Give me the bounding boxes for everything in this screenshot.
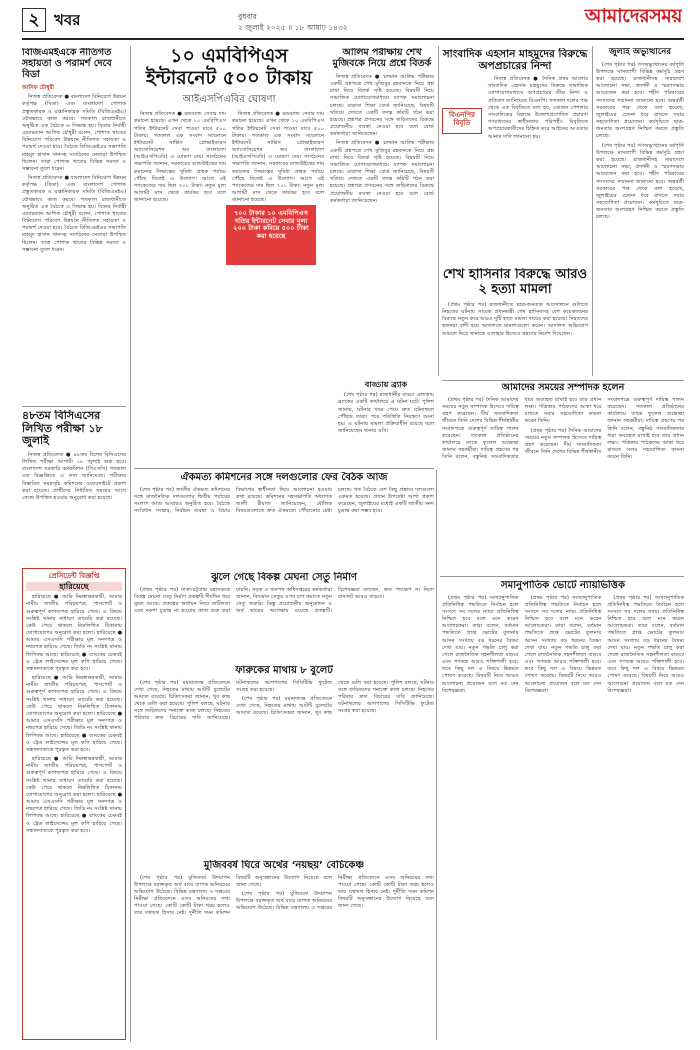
classified-ads <box>22 568 126 1040</box>
ads-subtitle: হারিয়েছে <box>26 582 122 591</box>
story-bullet <box>134 665 434 855</box>
ehsan-headline: সাংবাদিক এহসান মাহমুদের বিরুদ্ধে অপপ্রচারের নিন্দা <box>442 48 588 73</box>
baddha-body: (শেষ পৃষ্ঠার পর) রাজধানীর বাড্ডা এলাকায় ব্র্যাকের একটি কার্যালয়ে এ ঘটনা ঘটে। পুলিশ জানায়, ঘটনার খবর পেয়ে দ্রুত ঘটনাস্থলে পৌঁছায় তারা। পরে পরিস্থিতি নিয়ন্ত্রণে আনা হয়। এ ঘটনায় মামলা প্রক্রিয়াধীন রয়েছে বলে জানিয়েছেন থানার ওসি। <box>338 392 434 435</box>
bgmea-body-cont: নিজস্ব প্রতিবেদক ● বাংলাদেশ বিনিয়োগ উন্নয়ন কর্তৃপক্ষ (বিডা) এবং বাংলাদেশ পোশাক প্রস্তুতকারক ও রপ্তানিকারক সমিতি (বিজিএমইএ) যৌথভাবে কাজ করবে। গতকাল রাজধানীতে অনুষ্ঠিত এক বৈঠকে এ সিদ্ধান্ত হয়। বিডার নির্বাহী চেয়ারম্যান আশিক চৌধুরী বলেন, পোশাক খাতের বিনিয়োগ পরিবেশ উন্নয়নে নীতিগত সহায়তা ও পরামর্শ দেওয়া হবে। বৈঠকে বিজিএমইএর সভাপতি মাহমুদ হাসান খানসহ সংগঠনের নেতারা উপস্থিত ছিলেন। তারা পোশাক খাতের বিভিন্ন সমস্যা ও সম্ভাবনা তুলে ধরেন। <box>22 175 126 253</box>
hasina-body: (প্রথম পৃষ্ঠার পর) রাজধানীতে ছাত্র-জনতার আন্দোলনে গুলিতে নিহতের ঘটনায় সাবেক প্রধানমন্ত্রী শেখ হাসিনাসহ বেশ কয়েকজনের বিরুদ্ধে নতুন করে আরও দুটি হত্যা মামলা দায়ের করা হয়েছে। নিহতদের স্বজনরা বাদী হয়ে আদালতে মামলাগুলো করেন। আদালত অভিযোগ আমলে নিয়ে থানাকে এজাহার হিসেবে গ্রহণের নির্দেশ দিয়েছেন। <box>442 301 588 337</box>
column-divider <box>130 46 131 1042</box>
section-name: খবর <box>54 11 81 29</box>
divider <box>22 406 126 407</box>
bullet-headline: ফারুকের মাথায় ৮ বুলেট <box>235 665 333 676</box>
header-day: বুধবার <box>238 12 257 21</box>
story-july <box>596 48 684 373</box>
divider <box>440 576 684 577</box>
ehsan-body: নিজস্ব প্রতিবেদক ● দৈনিক প্রথম আলোর সাংবাদিক এহসান মাহমুদের বিরুদ্ধে সামাজিক যোগাযোগমাধ্যমে অপপ্রচারের তীব্র নিন্দা ও প্রতিবাদ জানিয়েছে বিএনপি। গতকাল দলের পক্ষ থেকে এক বিবৃতিতে বলা হয়, একজন পেশাদার সাংবাদিকের বিরুদ্ধে উদ্দেশ্যপ্রণোদিত প্রচারণা গণমাধ্যমের স্বাধীনতার পরিপন্থী। বিবৃতিতে অপপ্রচারকারীদের চিহ্নিত করে আইনের আওতায় আনার দাবি জানানো হয়। <box>488 76 588 140</box>
editor-headline: আমাদের সময়ের সম্পাদক হলেন <box>501 383 625 393</box>
story-hasina <box>442 268 588 376</box>
alim-headline: আলিম পরীক্ষায় শেখ মুজিবকে নিয়ে প্রশ্নে বিতর্ক <box>332 48 432 69</box>
mujib-body: (শেষ পৃষ্ঠার পর) মুজিববর্ষ উদযাপন উপলক্ষে বরাদ্দকৃত অর্থ ব্যয়ে ব্যাপক অনিয়মের অভিযোগ উঠেছে। বিভিন্ন মন্ত্রণালয় ও দপ্তরের নিরীক্ষা প্রতিবেদনে এসব অনিয়মের তথ্য পাওয়া গেছে। কোটি কোটি টাকা খরচ হলেও তার যথাযথ হিসাব নেই। দুর্নীতি দমন কমিশন বিষয়টি অনুসন্ধানের উদ্যোগ নিয়েছে বলে জানা গেছে। (শেষ পৃষ্ঠার পর) মুজিববর্ষ উদযাপন উপলক্ষে বরাদ্দকৃত অর্থ ব্যয়ে ব্যাপক অনিয়মের অভিযোগ উঠেছে। বিভিন্ন মন্ত্রণালয় ও দপ্তরের নিরীক্ষা প্রতিবেদনে এসব অনিয়মের তথ্য পাওয়া গেছে। কোটি কোটি টাকা খরচ হলেও তার যথাযথ হিসাব নেই। দুর্নীতি দমন কমিশন বিষয়টি অনুসন্ধানের উদ্যোগ নিয়েছে বলে জানা গেছে। <box>134 874 434 917</box>
hasina-headline: শেখ হাসিনার বিরুদ্ধে আরও ২ হত্যা মামলা <box>442 268 588 297</box>
column-divider <box>436 470 437 1040</box>
mujib-headline: মুজিববর্ষ ঘিরে অর্থের ‘নয়ছয়’ বেচিকেঞ্চ <box>203 860 365 871</box>
story-meghna <box>134 572 434 660</box>
july-headline: জুলাই অভ্যুত্থানের <box>608 48 672 57</box>
alim-body: নিজস্ব প্রতিবেদক ● চলমান আলিম পরীক্ষার একটি প্রশ্নপত্রে শেখ মুজিবুর রহমানকে নিয়ে প্রশ্ন রাখা নিয়ে বিতর্ক সৃষ্টি হয়েছে। বিষয়টি নিয়ে সামাজিক যোগাযোগমাধ্যমে ব্যাপক সমালোচনা চলছে। মাদ্রাসা শিক্ষা বোর্ড জানিয়েছে, বিষয়টি খতিয়ে দেখতে একটি তদন্ত কমিটি গঠন করা হয়েছে। প্রশ্নপত্র প্রণয়নের সঙ্গে জড়িতদের বিরুদ্ধে প্রয়োজনীয় ব্যবস্থা নেওয়া হবে বলে বোর্ড কর্মকর্তারা জানিয়েছেন। নিজস্ব প্রতিবেদক ● চলমান আলিম পরীক্ষার একটি প্রশ্নপত্রে শেখ মুজিবুর রহমানকে নিয়ে প্রশ্ন রাখা নিয়ে বিতর্ক সৃষ্টি হয়েছে। বিষয়টি নিয়ে সামাজিক যোগাযোগমাধ্যমে ব্যাপক সমালোচনা চলছে। মাদ্রাসা শিক্ষা বোর্ড জানিয়েছে, বিষয়টি খতিয়ে দেখতে একটি তদন্ত কমিটি গঠন করা হয়েছে। প্রশ্নপত্র প্রণয়নের সঙ্গে জড়িতদের বিরুদ্ধে প্রয়োজনীয় ব্যবস্থা নেওয়া হবে বলে বোর্ড কর্মকর্তারা জানিয়েছেন। <box>330 73 434 204</box>
column-divider <box>592 46 593 376</box>
story-baddha <box>338 380 434 465</box>
consensus-body: (শেষ পৃষ্ঠার পর) জাতীয় ঐকমত্য কমিশনের সঙ্গে রাজনৈতিক দলগুলোর দ্বিতীয় পর্যায়ের সংলাপ আজ আবারও অনুষ্ঠিত হবে। বৈঠকে সংবিধান সংস্কার, নির্বাচন ব্যবস্থা ও বিচার বিভাগের স্বাধীনতা নিয়ে আলোচনা হওয়ার কথা রয়েছে। কমিশনের সহসভাপতি অধ্যাপক আলী রীয়াজ জানিয়েছেন, মৌলিক বিষয়গুলোতে দ্রুত ঐকমত্যে পৌঁছানোর চেষ্টা চলছে। গত বৈঠকে বেশ কিছু প্রস্তাবে দলগুলো একমত হয়েছে। প্রধান উপদেষ্টা আশা প্রকাশ করেছেন, জুলাইয়ের মধ্যেই একটি জাতীয় সনদ চূড়ান্ত করা সম্ভব হবে। <box>134 486 434 515</box>
header-rule <box>22 38 684 40</box>
internet-body: নিজস্ব প্রতিবেদক ● ব্রডব্যান্ড সেবার দাম কমানো হয়েছে। এখন থেকে ১০ এমবিপিএস গতির ইন্টারনেট সেবা পাওয়া যাবে ৫০০ টাকায়। গতকাল এক সংবাদ সম্মেলনে ইন্টারনেট সার্ভিস প্রোভাইডারস অ্যাসোসিয়েশন অব বাংলাদেশ (আইএসপিএবি) এ ঘোষণা দেয়। সংগঠনের সভাপতি জানান, সরকারের ব্যান্ডউইথের দাম কমানোর সিদ্ধান্তের সুবিধা গ্রাহক পর্যায়ে পৌঁছে দিতেই এ উদ্যোগ। আগে এই প্যাকেজের দাম ছিল ৭০০ টাকা। নতুন মূল্য আগামী মাস থেকে কার্যকর হবে বলে জানানো হয়েছে। নিজস্ব প্রতিবেদক ● ব্রডব্যান্ড সেবার দাম কমানো হয়েছে। এখন থেকে ১০ এমবিপিএস গতির ইন্টারনেট সেবা পাওয়া যাবে ৫০০ টাকায়। গতকাল এক সংবাদ সম্মেলনে ইন্টারনেট সার্ভিস প্রোভাইডারস অ্যাসোসিয়েশন অব বাংলাদেশ (আইএসপিএবি) এ ঘোষণা দেয়। সংগঠনের সভাপতি জানান, সরকারের ব্যান্ডউইথের দাম কমানোর সিদ্ধান্তের সুবিধা গ্রাহক পর্যায়ে পৌঁছে দিতেই এ উদ্যোগ। আগে এই প্যাকেজের দাম ছিল ৭০০ টাকা। নতুন মূল্য আগামী মাস থেকে কার্যকর হবে বলে জানানো হয়েছে। <box>134 111 324 204</box>
story-consensus <box>134 472 434 567</box>
ads-body: হারিয়েছে ● আমি নিম্নস্বাক্ষরকারী, আমার নামীয় জাতীয় পরিচয়পত্র, পাসপোর্ট ও গুরুত্বপূর্ণ কাগজপত্র হারিয়ে গেছে। এ বিষয়ে সংশ্লিষ্ট থানায় সাধারণ ডায়েরি করা হয়েছে। কেউ পেয়ে থাকলে নিম্নলিখিত ঠিকানায় যোগাযোগের অনুরোধ করা হলো। হারিয়েছে ● আমার এসএসসি পরীক্ষার মূল সনদপত্র ও নম্বরপত্র হারিয়ে গেছে। জিডি নং সংশ্লিষ্ট থানায় লিপিবদ্ধ আছে। হারিয়েছে ● ব্যাংকের চেকবই ও ট্রেড লাইসেন্সের মূল কপি হারিয়ে গেছে। সন্ধানদাতাকে পুরস্কৃত করা হবে। হারিয়েছে ● আমি নিম্নস্বাক্ষরকারী, আমার নামীয় জাতীয় পরিচয়পত্র, পাসপোর্ট ও গুরুত্বপূর্ণ কাগজপত্র হারিয়ে গেছে। এ বিষয়ে সংশ্লিষ্ট থানায় সাধারণ ডায়েরি করা হয়েছে। কেউ পেয়ে থাকলে নিম্নলিখিত ঠিকানায় যোগাযোগের অনুরোধ করা হলো। হারিয়েছে ● আমার এসএসসি পরীক্ষার মূল সনদপত্র ও নম্বরপত্র হারিয়ে গেছে। জিডি নং সংশ্লিষ্ট থানায় লিপিবদ্ধ আছে। হারিয়েছে ● ব্যাংকের চেকবই ও ট্রেড লাইসেন্সের মূল কপি হারিয়ে গেছে। সন্ধানদাতাকে পুরস্কৃত করা হবে। হারিয়েছে ● আমি নিম্নস্বাক্ষরকারী, আমার নামীয় জাতীয় পরিচয়পত্র, পাসপোর্ট ও গুরুত্বপূর্ণ কাগজপত্র হারিয়ে গেছে। এ বিষয়ে সংশ্লিষ্ট থানায় সাধারণ ডায়েরি করা হয়েছে। কেউ পেয়ে থাকলে নিম্নলিখিত ঠিকানায় যোগাযোগের অনুরোধ করা হলো। হারিয়েছে ● আমার এসএসসি পরীক্ষার মূল সনদপত্র ও নম্বরপত্র হারিয়ে গেছে। জিডি নং সংশ্লিষ্ট থানায় লিপিবদ্ধ আছে। হারিয়েছে ● ব্যাংকের চেকবই ও ট্রেড লাইসেন্সের মূল কপি হারিয়ে গেছে। সন্ধানদাতাকে পুরস্কৃত করা হবে। <box>26 594 122 834</box>
page-number-box <box>22 8 46 32</box>
bgmea-headline: বিজিএমইএকে নীতিগত সহায়তা ও পরামর্শ দেবে বিডা <box>22 48 112 80</box>
story-bcs <box>22 410 126 560</box>
divider <box>134 468 434 469</box>
column-divider <box>438 46 439 376</box>
story-editor <box>442 383 684 573</box>
masthead-logo: আমাদেরসময় <box>584 5 682 27</box>
bcs-headline: ৪৮তম বিসিএসের লিখিত পরীক্ষা ১৮ জুলাই <box>22 410 103 448</box>
ehsan-label: বিএনপির বিবৃতি <box>442 108 482 134</box>
internet-subhead: আইএসপিএবির ঘোষণা <box>182 93 276 105</box>
bgmea-body: নিজস্ব প্রতিবেদক ● বাংলাদেশ বিনিয়োগ উন্নয়ন কর্তৃপক্ষ (বিডা) এবং বাংলাদেশ পোশাক প্রস্তুতকারক ও রপ্তানিকারক সমিতি (বিজিএমইএ) যৌথভাবে কাজ করবে। গতকাল রাজধানীতে অনুষ্ঠিত এক বৈঠকে এ সিদ্ধান্ত হয়। বিডার নির্বাহী চেয়ারম্যান আশিক চৌধুরী বলেন, পোশাক খাতের বিনিয়োগ পরিবেশ উন্নয়নে নীতিগত সহায়তা ও পরামর্শ দেওয়া হবে। বৈঠকে বিজিএমইএর সভাপতি মাহমুদ হাসান খানসহ সংগঠনের নেতারা উপস্থিত ছিলেন। তারা পোশাক খাতের বিভিন্ন সমস্যা ও সম্ভাবনা তুলে ধরেন। নিজস্ব প্রতিবেদক ● বাংলাদেশ বিনিয়োগ উন্নয়ন কর্তৃপক্ষ (বিডা) এবং বাংলাদেশ পোশাক প্রস্তুতকারক ও রপ্তানিকারক সমিতি (বিজিএমইএ) যৌথভাবে কাজ করবে। গতকাল রাজধানীতে অনুষ্ঠিত এক বৈঠকে এ সিদ্ধান্ত হয়। বিডার নির্বাহী চেয়ারম্যান আশিক চৌধুরী বলেন, পোশাক খাতের বিনিয়োগ পরিবেশ উন্নয়নে নীতিগত সহায়তা ও পরামর্শ দেওয়া হবে। বৈঠকে বিজিএমইএর সভাপতি মাহমুদ হাসান খানসহ সংগঠনের নেতারা উপস্থিত ছিলেন। তারা পোশাক খাতের বিভিন্ন সমস্যা ও সম্ভাবনা তুলে ধরেন। <box>22 94 126 253</box>
poll-body: (প্রথম পৃষ্ঠার পর) সংখ্যানুপাতিক প্রতিনিধিত্ব পদ্ধতিতে নির্বাচন হলে সংসদে সব দলের ন্যায্য প্রতিনিধিত্ব নিশ্চিত হবে বলে মনে করেন আলোচকরা। তারা বলেন, বর্তমান পদ্ধতিতে প্রাপ্ত ভোটের তুলনায় আসন সংখ্যায় বড় ধরনের বৈষম্য দেখা যায়। নতুন পদ্ধতি চালু করা গেলে রাজনৈতিক সহনশীলতা বাড়বে এবং গণতন্ত্র আরও শক্তিশালী হবে। তবে কিছু দল এ বিষয়ে ভিন্নমত পোষণ করেছে। বিষয়টি নিয়ে আরও আলোচনা প্রয়োজন বলে মত দেন বিশেষজ্ঞরা। (প্রথম পৃষ্ঠার পর) সংখ্যানুপাতিক প্রতিনিধিত্ব পদ্ধতিতে নির্বাচন হলে সংসদে সব দলের ন্যায্য প্রতিনিধিত্ব নিশ্চিত হবে বলে মনে করেন আলোচকরা। তারা বলেন, বর্তমান পদ্ধতিতে প্রাপ্ত ভোটের তুলনায় আসন সংখ্যায় বড় ধরনের বৈষম্য দেখা যায়। নতুন পদ্ধতি চালু করা গেলে রাজনৈতিক সহনশীলতা বাড়বে এবং গণতন্ত্র আরও শক্তিশালী হবে। তবে কিছু দল এ বিষয়ে ভিন্নমত পোষণ করেছে। বিষয়টি নিয়ে আরও আলোচনা প্রয়োজন বলে মত দেন বিশেষজ্ঞরা। (প্রথম পৃষ্ঠার পর) সংখ্যানুপাতিক প্রতিনিধিত্ব পদ্ধতিতে নির্বাচন হলে সংসদে সব দলের ন্যায্য প্রতিনিধিত্ব নিশ্চিত হবে বলে মনে করেন আলোচকরা। তারা বলেন, বর্তমান পদ্ধতিতে প্রাপ্ত ভোটের তুলনায় আসন সংখ্যায় বড় ধরনের বৈষম্য দেখা যায়। নতুন পদ্ধতি চালু করা গেলে রাজনৈতিক সহনশীলতা বাড়বে এবং গণতন্ত্র আরও শক্তিশালী হবে। তবে কিছু দল এ বিষয়ে ভিন্নমত পোষণ করেছে। বিষয়টি নিয়ে আরও আলোচনা প্রয়োজন বলে মত দেন বিশেষজ্ঞরা। <box>442 594 684 694</box>
bgmea-byline: আসিফ চৌধুরী <box>22 84 55 91</box>
meghna-headline: ঝুলে গেছে বিকল্প মেঘনা সেতু নির্মাণ <box>211 572 357 583</box>
internet-headline: ১০ এমবিপিএস ইন্টারনেট ৫০০ টাকায় <box>145 46 313 89</box>
internet-callout: ৭০০ টাকার ১০ এমবিপিএস গতির ইন্টারনেট সেবার মূল্য ২০০ টাকা কমিয়ে ৫০০ টাকা করা হয়েছে <box>226 205 316 265</box>
bullet-body: (শেষ পৃষ্ঠার পর) ময়নাতদন্ত প্রতিবেদনে দেখা গেছে, নিহতের মাথায় আটটি বুলেটের আঘাত রয়েছে। চিকিৎসকরা জানান, খুব কাছ থেকে গুলি করা হয়েছে। পুলিশ বলছে, ঘটনার সঙ্গে জড়িতদের শনাক্তে কাজ চলছে। নিহতের পরিবার দ্রুত বিচারের দাবি জানিয়েছে। ঘটনাস্থলের আশপাশের সিসিটিভি ফুটেজ সংগ্রহ করা হয়েছে। (শেষ পৃষ্ঠার পর) ময়নাতদন্ত প্রতিবেদনে দেখা গেছে, নিহতের মাথায় আটটি বুলেটের আঘাত রয়েছে। চিকিৎসকরা জানান, খুব কাছ থেকে গুলি করা হয়েছে। পুলিশ বলছে, ঘটনার সঙ্গে জড়িতদের শনাক্তে কাজ চলছে। নিহতের পরিবার দ্রুত বিচারের দাবি জানিয়েছে। ঘটনাস্থলের আশপাশের সিসিটিভি ফুটেজ সংগ্রহ করা হয়েছে। <box>134 679 434 722</box>
story-mujib <box>134 860 434 1040</box>
bcs-body: নিজস্ব প্রতিবেদক ● ৪৮তম বিশেষ বিসিএসের লিখিত পরীক্ষা আগামী ১৮ জুলাই শুরু হবে। বাংলাদেশ সরকারি কর্মকমিশন (পিএসসি) গতকাল এক বিজ্ঞপ্তিতে এ তথ্য জানিয়েছে। পরীক্ষার বিস্তারিত সময়সূচি কমিশনের ওয়েবসাইটে প্রকাশ করা হয়েছে। প্রার্থীদের নির্ধারিত সময়ের আগে কেন্দ্রে উপস্থিত হওয়ার অনুরোধ করা হয়েছে। <box>22 451 126 501</box>
poll-headline: সমানুপাতিক ভোটে ন্যায়ভিত্তিক <box>501 580 625 591</box>
page-header <box>0 0 700 42</box>
header-date: ২ জুলাই ২০২৫ ॥ ১৮ আষাঢ় ১৪৩২ <box>238 23 348 32</box>
divider <box>442 380 684 381</box>
story-bgmea <box>22 48 126 403</box>
ads-title: প্রেসিডেন্ট বিজ্ঞপ্তি <box>48 572 100 580</box>
july-body: (শেষ পৃষ্ঠার পর) গণঅভ্যুত্থানের বর্ষপূর্তি উপলক্ষে মাসব্যাপী বিভিন্ন কর্মসূচি গ্রহণ করা হয়েছে। রাজধানীসহ সারাদেশে আলোচনা সভা, প্রদর্শনী ও স্মরণসভার আয়োজন করা হবে। শহীদ পরিবারের সদস্যদের সম্মাননা জানানো হবে। অন্তর্বর্তী সরকারের পক্ষ থেকে বলা হয়েছে, জুলাইয়ের চেতনা ধরে রাখতে সবার সহযোগিতা প্রয়োজন। কর্মসূচিতে ছাত্র-জনতার অংশগ্রহণ নিশ্চিত করতে প্রস্তুতি চলছে। (শেষ পৃষ্ঠার পর) গণঅভ্যুত্থানের বর্ষপূর্তি উপলক্ষে মাসব্যাপী বিভিন্ন কর্মসূচি গ্রহণ করা হয়েছে। রাজধানীসহ সারাদেশে আলোচনা সভা, প্রদর্শনী ও স্মরণসভার আয়োজন করা হবে। শহীদ পরিবারের সদস্যদের সম্মাননা জানানো হবে। অন্তর্বর্তী সরকারের পক্ষ থেকে বলা হয়েছে, জুলাইয়ের চেতনা ধরে রাখতে সবার সহযোগিতা প্রয়োজন। কর্মসূচিতে ছাত্র-জনতার অংশগ্রহণ নিশ্চিত করতে প্রস্তুতি চলছে। <box>596 61 684 221</box>
story-poll <box>442 580 684 1040</box>
baddha-headline: বাড্ডায় ব্র্যাক <box>364 380 408 389</box>
page-number: ২ <box>28 10 40 30</box>
consensus-headline: ঐকমত্য কমিশনের সঙ্গে দলগুলোর ফের বৈঠক আজ <box>180 472 388 483</box>
editor-body: (প্রথম পৃষ্ঠার পর) দৈনিক আমাদের সময়ের নতুন সম্পাদক হিসেবে দায়িত্ব গ্রহণ করেছেন। দীর্ঘ সাংবাদিকতা জীবনে তিনি দেশের বিভিন্ন শীর্ষস্থানীয় সংবাদপত্রে গুরুত্বপূর্ণ দায়িত্ব পালন করেছেন। গতকাল প্রতিষ্ঠানের কার্যালয়ে তাকে ফুলেল শুভেচ্ছা জানান সহকর্মীরা। দায়িত্ব গ্রহণের পর তিনি বলেন, বস্তুনিষ্ঠ সাংবাদিকতার ধারা অব্যাহত রাখাই হবে তার প্রধান লক্ষ্য। পত্রিকার পাঠকদের আস্থা ধরে রাখতে সবার সহযোগিতা কামনা করেন তিনি। (প্রথম পৃষ্ঠার পর) দৈনিক আমাদের সময়ের নতুন সম্পাদক হিসেবে দায়িত্ব গ্রহণ করেছেন। দীর্ঘ সাংবাদিকতা জীবনে তিনি দেশের বিভিন্ন শীর্ষস্থানীয় সংবাদপত্রে গুরুত্বপূর্ণ দায়িত্ব পালন করেছেন। গতকাল প্রতিষ্ঠানের কার্যালয়ে তাকে ফুলেল শুভেচ্ছা জানান সহকর্মীরা। দায়িত্ব গ্রহণের পর তিনি বলেন, বস্তুনিষ্ঠ সাংবাদিকতার ধারা অব্যাহত রাখাই হবে তার প্রধান লক্ষ্য। পত্রিকার পাঠকদের আস্থা ধরে রাখতে সবার সহযোগিতা কামনা করেন তিনি। <box>442 396 684 461</box>
story-ehsan <box>442 48 588 263</box>
meghna-body: (প্রথম পৃষ্ঠার পর) ঢাকা-চট্টগ্রাম মহাসড়কে বিকল্প মেঘনা সেতু নির্মাণ প্রকল্পটি দীর্ঘদিন ধরে ঝুলে আছে। প্রকল্পের অর্থায়ন নিয়ে জটিলতা এবং নকশা চূড়ান্ত না হওয়ায় কাজ শুরু করা যায়নি। সড়ক ও জনপথ অধিদপ্তরের কর্মকর্তারা জানান, বিদ্যমান সেতুর ওপর চাপ কমাতে নতুন সেতু জরুরি। কিন্তু প্রয়োজনীয় অনুমোদন ও অর্থ ছাড়ের অপেক্ষায় রয়েছে প্রকল্পটি। বিশেষজ্ঞরা বলছেন, দ্রুত পদক্ষেপ না নিলে যানজট আরও বাড়বে। <box>134 586 434 615</box>
